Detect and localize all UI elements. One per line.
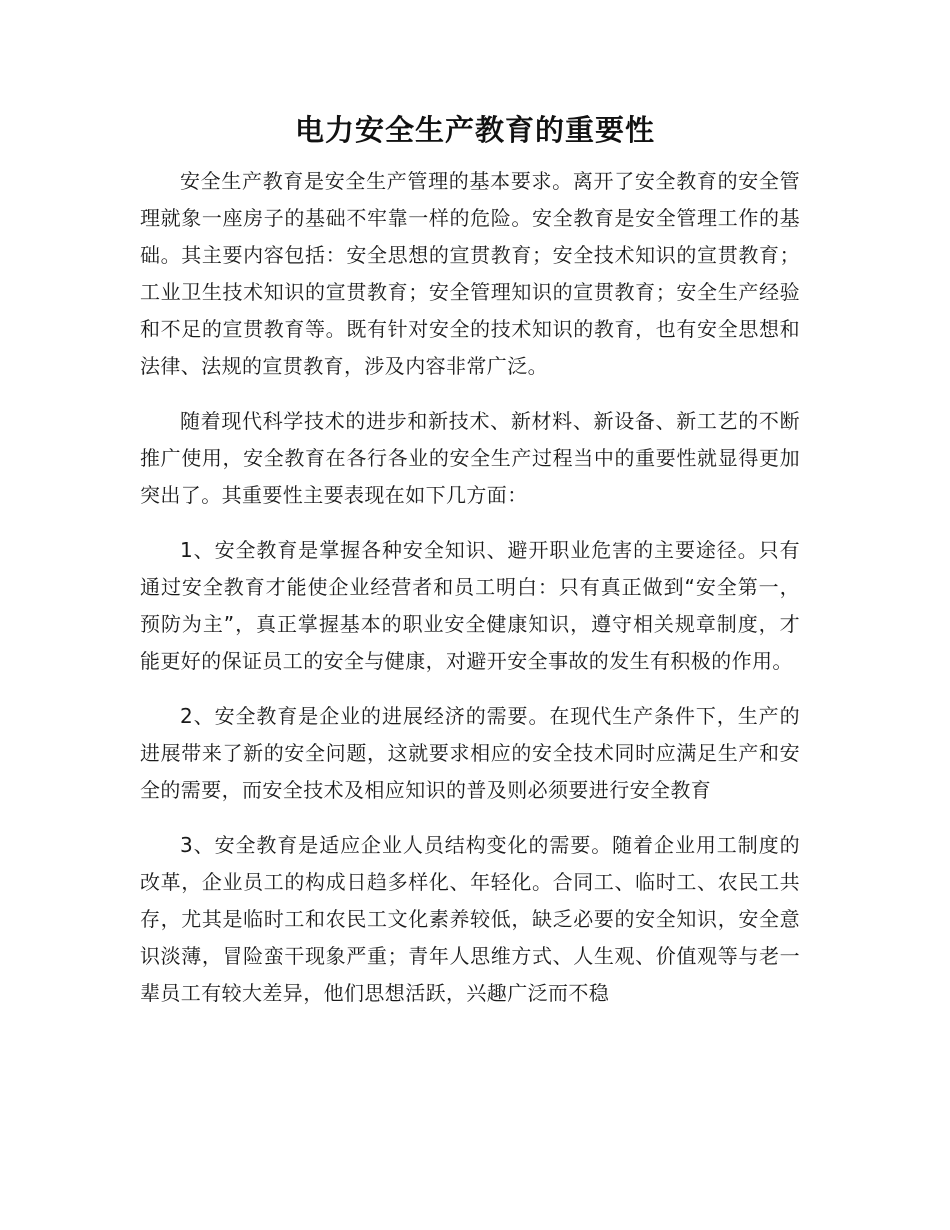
document-title: 电力安全生产教育的重要性 [294,113,655,147]
paragraph-background: 随着现代科学技术的进步和新技术、新材料、新设备、新工艺的不断推广使用，安全教育在各行各业的安全生产过程当中的重要性就显得更加突出了。其重要性主要表现在如下几方面： [140,409,800,507]
paragraph-intro: 安全生产教育是安全生产管理的基本要求。离开了安全教育的安全管理就象一座房子的基础不牢靠一样的危险。安全教育是安全管理工作的基础。其主要内容包括：安全思想的宣贯教育；安全技术知识的宣贯教育；工业卫生技术知识的宣贯教育；安全管理知识的宣贯教育；安全生产经验和不足的宣贯教育等。既有针对安全的技术知识的教育，也有安全思想和法律、法规的宣贯教育，涉及内容非常广泛。 [140,169,800,378]
paragraph-point-3: 3、安全教育是适应企业人员结构变化的需要。随着企业用工制度的改革，企业员工的构成日趋多样化、年轻化。合同工、临时工、农民工共存，尤其是临时工和农民工文化素养较低，缺乏必要的安全知识，安全意识淡薄，冒险蛮干现象严重；青年人思维方式、人生观、价值观等与老一辈员工有较大差异，他们思想活跃，兴趣广泛而不稳 [140,833,800,1005]
paragraph-point-2: 2、安全教育是企业的进展经济的需要。在现代生产条件下，生产的进展带来了新的安全问题，这就要求相应的安全技术同时应满足生产和安全的需要，而安全技术及相应知识的普及则必须要进行安全教育 [140,704,800,802]
document-body [140,163,800,1030]
paragraph-point-1: 1、安全教育是掌握各种安全知识、避开职业危害的主要途径。只有通过安全教育才能使企业经营者和员工明白：只有真正做到“安全第一，预防为主”，真正掌握基本的职业安全健康知识，遵守相关规章制度，才能更好的保证员工的安全与健康，对避开安全事故的发生有积极的作用。 [140,538,800,673]
